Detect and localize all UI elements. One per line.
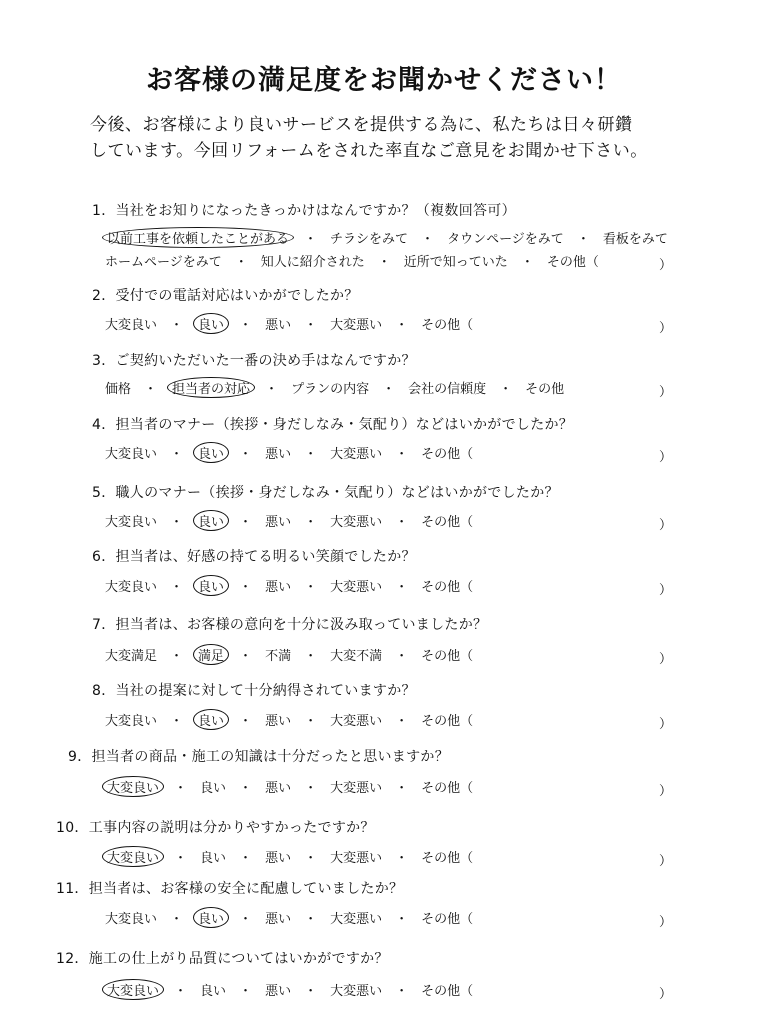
question-8-options [102, 709, 672, 730]
question-2-options [102, 313, 672, 334]
question-7-option[interactable]: 大変不満 [330, 649, 383, 664]
question-7-option[interactable]: 大変満足 [105, 649, 158, 664]
question-5-option[interactable]: その他（ [421, 515, 474, 530]
separator-dot: ・ [170, 318, 184, 333]
separator-dot: ・ [234, 255, 248, 270]
question-6-option[interactable]: その他（ [421, 580, 474, 595]
question-6-option[interactable]: 大変悪い [330, 580, 383, 595]
question-9-option[interactable]: 大変悪い [330, 781, 383, 796]
separator-dot: ・ [576, 232, 590, 247]
question-3-option[interactable]: その他 [525, 382, 565, 397]
question-3-option[interactable]: プランの内容 [291, 382, 370, 397]
question-11-option[interactable]: 悪い [265, 912, 292, 927]
question-5-option[interactable]: 良い [193, 510, 229, 531]
separator-dot: ・ [174, 984, 188, 999]
separator-dot: ・ [395, 851, 409, 866]
separator-dot: ・ [239, 984, 253, 999]
separator-dot: ・ [395, 580, 409, 595]
separator-dot: ・ [304, 318, 318, 333]
separator-dot: ・ [304, 232, 318, 247]
separator-dot: ・ [304, 580, 318, 595]
question-9-option[interactable]: 大変良い [102, 776, 164, 797]
separator-dot: ・ [304, 714, 318, 729]
other-answer-close-paren: ） [658, 583, 672, 598]
separator-dot: ・ [499, 382, 513, 397]
other-answer-close-paren: ） [658, 854, 672, 869]
question-4-options [102, 442, 672, 463]
separator-dot: ・ [421, 232, 435, 247]
question-11-option[interactable]: 大変悪い [330, 912, 383, 927]
question-4-option[interactable]: 大変良い [105, 447, 158, 462]
separator-dot: ・ [239, 447, 253, 462]
other-answer-close-paren: ） [658, 915, 672, 930]
separator-dot: ・ [239, 318, 253, 333]
separator-dot: ・ [395, 649, 409, 664]
question-1-options [102, 227, 672, 248]
question-6-option[interactable]: 大変良い [105, 580, 158, 595]
question-10-option[interactable]: その他（ [421, 851, 474, 866]
question-5-options [102, 510, 672, 531]
separator-dot: ・ [395, 318, 409, 333]
question-6-option[interactable]: 良い [193, 575, 229, 596]
question-8-label: 8．当社の提案に対して十分納得されていますか？ [92, 683, 416, 699]
question-12-options [102, 979, 672, 1000]
question-1-option[interactable]: 知人に紹介された [260, 255, 365, 270]
separator-dot: ・ [395, 515, 409, 530]
question-3-label: 3．ご契約いただいた一番の決め手はなんですか？ [92, 353, 416, 369]
separator-dot: ・ [304, 851, 318, 866]
separator-dot: ・ [304, 447, 318, 462]
separator-dot: ・ [520, 255, 534, 270]
question-12-option[interactable]: その他（ [421, 984, 474, 999]
question-6-options [102, 575, 672, 596]
separator-dot: ・ [265, 382, 279, 397]
other-answer-close-paren: ） [658, 321, 672, 336]
question-10-label: 10．工事内容の説明は分かりやすかったですか？ [56, 820, 375, 836]
question-5-option[interactable]: 悪い [265, 515, 292, 530]
separator-dot: ・ [377, 255, 391, 270]
question-2-option[interactable]: 大変悪い [330, 318, 383, 333]
question-11-options [102, 907, 672, 928]
separator-dot: ・ [395, 447, 409, 462]
separator-dot: ・ [304, 912, 318, 927]
other-answer-close-paren: ） [658, 518, 672, 533]
question-3-option[interactable]: 会社の信頼度 [408, 382, 487, 397]
separator-dot: ・ [170, 447, 184, 462]
separator-dot: ・ [239, 781, 253, 796]
question-2-option[interactable]: 大変良い [105, 318, 158, 333]
question-8-option[interactable]: 大変悪い [330, 714, 383, 729]
question-2-label: 2．受付での電話対応はいかがでしたか？ [92, 288, 359, 304]
question-1-option[interactable]: チラシをみて [330, 232, 409, 247]
question-10-option[interactable]: 大変悪い [330, 851, 383, 866]
other-answer-close-paren: ） [658, 258, 672, 273]
separator-dot: ・ [304, 515, 318, 530]
question-9-label: 9．担当者の商品・施工の知識は十分だったと思いますか？ [68, 749, 450, 765]
question-12-option[interactable]: 大変悪い [330, 984, 383, 999]
question-4-option[interactable]: 大変悪い [330, 447, 383, 462]
intro-line-2: しています。今回リフォームをされた率直なご意見をお聞かせ下さい。 [90, 141, 648, 161]
question-7-option[interactable]: その他（ [421, 649, 474, 664]
separator-dot: ・ [239, 714, 253, 729]
separator-dot: ・ [395, 984, 409, 999]
question-11-option[interactable]: 大変良い [105, 912, 158, 927]
question-2-option[interactable]: 悪い [265, 318, 292, 333]
question-1-option[interactable]: 看板をみて [602, 232, 668, 247]
other-answer-close-paren: ） [658, 717, 672, 732]
question-8-option[interactable]: 大変良い [105, 714, 158, 729]
question-12-option[interactable]: 悪い [265, 984, 292, 999]
question-5-option[interactable]: 大変良い [105, 515, 158, 530]
question-12-label: 12．施工の仕上がり品質についてはいかがですか？ [56, 951, 389, 967]
question-9-option[interactable]: 良い [200, 781, 227, 796]
question-1-label: 1．当社をお知りになったきっかけはなんですか？（複数回答可） [92, 203, 516, 219]
question-4-option[interactable]: 悪い [265, 447, 292, 462]
question-10-option[interactable]: 悪い [265, 851, 292, 866]
question-11-option[interactable]: 良い [193, 907, 229, 928]
separator-dot: ・ [174, 851, 188, 866]
separator-dot: ・ [239, 851, 253, 866]
question-5-label: 5．職人のマナー（挨拶・身だしなみ・気配り）などはいかがでしたか？ [92, 485, 559, 501]
separator-dot: ・ [304, 781, 318, 796]
separator-dot: ・ [170, 515, 184, 530]
question-4-option[interactable]: その他（ [421, 447, 474, 462]
separator-dot: ・ [144, 382, 158, 397]
question-2-option[interactable]: 良い [193, 313, 229, 334]
separator-dot: ・ [170, 649, 184, 664]
question-11-option[interactable]: その他（ [421, 912, 474, 927]
separator-dot: ・ [304, 984, 318, 999]
question-1-options [102, 250, 672, 271]
question-7-option[interactable]: 不満 [265, 649, 292, 664]
question-4-option[interactable]: 良い [193, 442, 229, 463]
question-1-option[interactable]: 以前工事を依頼したことがある [102, 227, 294, 248]
separator-dot: ・ [395, 714, 409, 729]
separator-dot: ・ [170, 714, 184, 729]
question-11-label: 11．担当者は、お客様の安全に配慮していましたか？ [56, 881, 404, 897]
question-9-option[interactable]: その他（ [421, 781, 474, 796]
question-7-options [102, 644, 672, 665]
separator-dot: ・ [239, 649, 253, 664]
separator-dot: ・ [239, 580, 253, 595]
question-10-option[interactable]: 大変良い [102, 846, 164, 867]
question-7-label: 7．担当者は、お客様の意向を十分に汲み取っていましたか？ [92, 617, 488, 633]
question-3-option[interactable]: 価格 [105, 382, 132, 397]
separator-dot: ・ [170, 912, 184, 927]
question-8-option[interactable]: その他（ [421, 714, 474, 729]
question-6-option[interactable]: 悪い [265, 580, 292, 595]
other-answer-close-paren: ） [658, 784, 672, 799]
question-1-option[interactable]: その他（ [546, 255, 599, 270]
separator-dot: ・ [395, 781, 409, 796]
other-answer-close-paren: ） [658, 450, 672, 465]
separator-dot: ・ [170, 580, 184, 595]
question-4-label: 4．担当者のマナー（挨拶・身だしなみ・気配り）などはいかがでしたか？ [92, 417, 574, 433]
question-8-option[interactable]: 良い [193, 709, 229, 730]
separator-dot: ・ [304, 649, 318, 664]
question-7-option[interactable]: 満足 [193, 644, 229, 665]
question-3-options [102, 377, 672, 398]
other-answer-close-paren: ） [658, 987, 672, 1002]
separator-dot: ・ [174, 781, 188, 796]
separator-dot: ・ [382, 382, 396, 397]
question-9-option[interactable]: 悪い [265, 781, 292, 796]
separator-dot: ・ [395, 912, 409, 927]
question-10-option[interactable]: 良い [200, 851, 227, 866]
question-12-option[interactable]: 大変良い [102, 979, 164, 1000]
question-8-option[interactable]: 悪い [265, 714, 292, 729]
question-1-option[interactable]: 近所で知っていた [403, 255, 508, 270]
question-3-option[interactable]: 担当者の対応 [167, 377, 255, 398]
question-2-option[interactable]: その他（ [421, 318, 474, 333]
question-9-options [102, 776, 672, 797]
question-12-option[interactable]: 良い [200, 984, 227, 999]
page-title: お客様の満足度をお聞かせください！ [146, 65, 622, 96]
separator-dot: ・ [239, 912, 253, 927]
separator-dot: ・ [239, 515, 253, 530]
other-answer-close-paren: ） [658, 652, 672, 667]
question-10-options [102, 846, 672, 867]
question-6-label: 6．担当者は、好感の持てる明るい笑顔でしたか？ [92, 549, 416, 565]
question-5-option[interactable]: 大変悪い [330, 515, 383, 530]
intro-line-1: 今後、お客様により良いサービスを提供する為に、私たちは日々研鑽 [90, 115, 633, 135]
other-answer-close-paren: ） [658, 385, 672, 400]
question-1-option[interactable]: タウンページをみて [447, 232, 564, 247]
question-1-option[interactable]: ホームページをみて [105, 255, 222, 270]
